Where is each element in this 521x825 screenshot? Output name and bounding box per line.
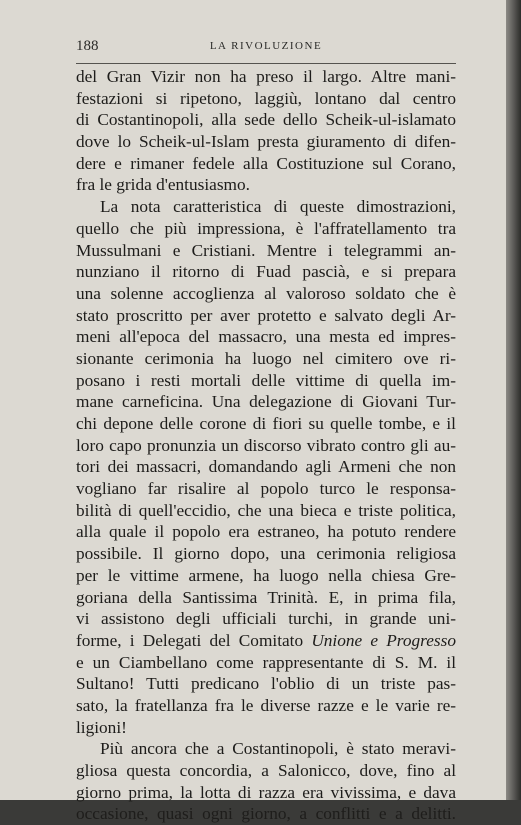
text-line	[76, 370, 456, 392]
text-line	[76, 196, 456, 218]
text-line	[76, 478, 456, 500]
text-line-content: dere e rimaner fedele alla Costituzione sul Corano,	[76, 153, 456, 173]
text-line	[76, 543, 456, 565]
text-line-content: gliosa questa concordia, a Salonicco, dove, fino al	[76, 761, 456, 780]
text-line-content: bilità di quell'eccidio, che una bieca e triste politica,	[76, 500, 456, 520]
text-line-content: di Costantinopoli, alla sede dello Scheik-ul-islamato	[76, 110, 456, 130]
text-line-content: chi depone delle corone di fiori su quelle tombe, e il	[76, 414, 456, 433]
text-line	[76, 153, 456, 175]
text-line-content: occasione, quasi ogni giorno, a conflitti e a delitti.	[76, 804, 456, 824]
text-line-content: vogliano far risalire al popolo turco le responsa-	[76, 479, 456, 499]
running-title: LA RIVOLUZIONE	[209, 40, 323, 52]
text-line	[76, 500, 456, 522]
italic-phrase: Unione e Progresso	[311, 630, 456, 650]
text-line-content: e un Ciambellano come rappresentante di S. M. il	[76, 652, 456, 672]
text-line	[76, 738, 456, 760]
text-line-content: per le vittime armene, ha luogo nella chiesa Gre-	[76, 565, 456, 585]
text-line	[76, 305, 456, 327]
text-line	[76, 240, 456, 262]
text-line-content: Mussulmani e Cristiani. Mentre i telegrammi an-	[76, 240, 456, 260]
text-line	[76, 803, 456, 825]
text-line-content: dove lo Scheik-ul-Islam presta giuramento di difen-	[76, 132, 456, 152]
text-line	[76, 174, 456, 196]
text-line	[76, 717, 456, 739]
text-line	[76, 760, 456, 782]
text-line-content: La nota caratteristica di queste dimostrazioni,	[100, 197, 456, 217]
text-line	[76, 673, 456, 695]
text-line	[76, 218, 456, 240]
text-line	[76, 261, 456, 283]
text-line-content: sato, la fratellanza fra le diverse razze e le varie re-	[76, 695, 456, 715]
text-line	[76, 413, 456, 435]
text-line	[76, 348, 456, 370]
text-line	[76, 630, 456, 652]
text-line-content: fra le grida d'entusiasmo.	[76, 175, 250, 195]
text-line-content: alla quale il popolo era estraneo, ha potuto rendere	[76, 522, 456, 542]
text-line	[76, 131, 456, 153]
text-line	[76, 652, 456, 674]
text-line	[76, 695, 456, 717]
text-line	[76, 326, 456, 348]
text-line-content: meni all'epoca del massacro, una mesta ed impres-	[76, 327, 456, 347]
text-line	[76, 283, 456, 305]
text-line	[76, 109, 456, 131]
text-line	[76, 66, 456, 88]
text-line-content: stato proscritto per aver protetto e salvato degli Ar-	[76, 305, 456, 325]
body-text	[76, 66, 456, 825]
text-line-content: nunziano il ritorno di Fuad pascià, e si prepara	[76, 262, 456, 282]
text-line-content: quello che più impressiona, è l'affratellamento tra	[76, 218, 456, 238]
text-line-content: mane carneficina. Una delegazione di Giovani Tur-	[76, 392, 456, 412]
text-line-content: tori dei massacri, domandando agli Armeni che non	[76, 457, 456, 477]
text-line-content: sionante cerimonia ha luogo nel cimitero ove ri-	[76, 348, 456, 368]
text-line	[76, 435, 456, 457]
text-line	[76, 782, 456, 804]
text-line-content: giorno prima, la lotta di razza era vivissima, e dava	[76, 782, 456, 802]
text-line	[76, 88, 456, 110]
text-line-content: goriana della Santissima Trinità. E, in prima fila,	[76, 587, 456, 607]
text-line-content: Più ancora che a Costantinopoli, è stato meravi-	[100, 739, 456, 759]
text-line	[76, 456, 456, 478]
text-line-content: Sultano! Tutti predicano l'oblio di un triste pas-	[76, 674, 456, 694]
text-line	[76, 608, 456, 630]
text-line-content: ligioni!	[76, 717, 127, 737]
text-line-content: una solenne accoglienza al valoroso soldato che è	[76, 283, 456, 303]
text-line-content: festazioni si ripetono, laggiù, lontano dal centro	[76, 88, 456, 108]
text-line-content: forme, i Delegati del Comitato	[76, 630, 312, 650]
text-line-content: del Gran Vizir non ha preso il largo. Altre mani-	[76, 67, 456, 86]
text-line-content: loro capo pronunzia un discorso vibrato contro gli au-	[76, 435, 456, 455]
text-line-content: vi assistono degli ufficiali turchi, in grande uni-	[76, 609, 456, 629]
text-line-content: posano i resti mortali delle vittime di quella im-	[76, 370, 456, 390]
text-line	[76, 521, 456, 543]
text-line	[76, 391, 456, 413]
text-line-content: possibile. Il giorno dopo, una cerimonia religiosa	[76, 544, 456, 564]
page-header	[76, 38, 456, 58]
book-gutter-shadow	[506, 0, 521, 800]
text-line	[76, 587, 456, 609]
text-line	[76, 565, 456, 587]
header-rule	[76, 63, 456, 64]
page-number: 188	[76, 38, 99, 54]
